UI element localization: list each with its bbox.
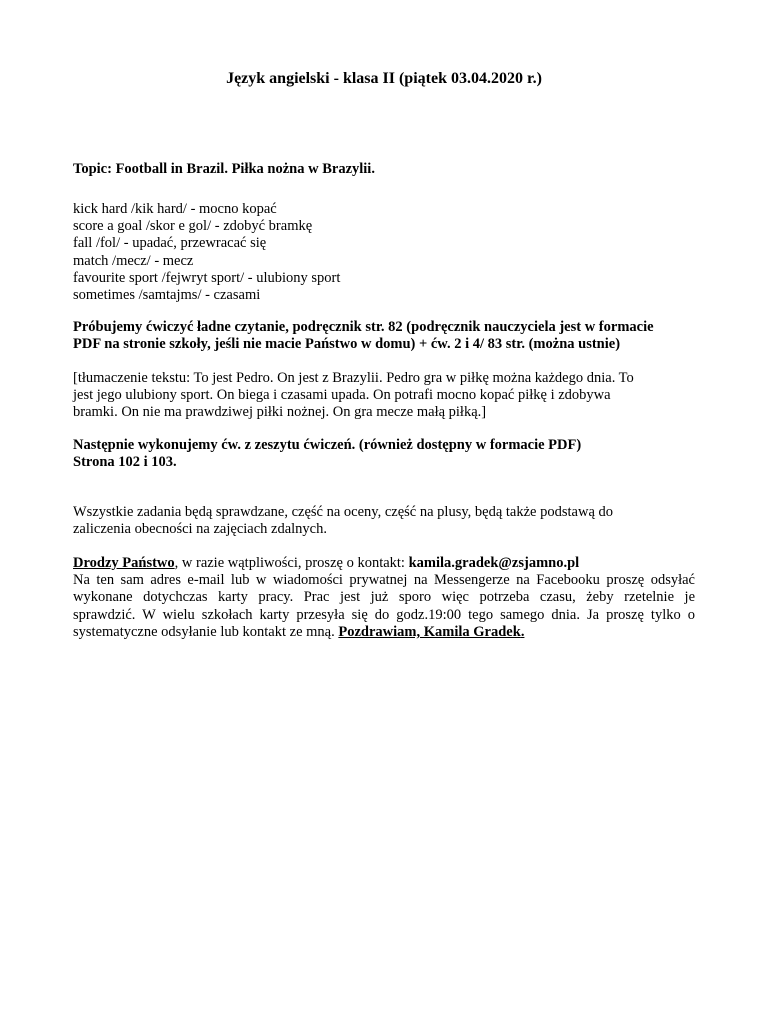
workbook-task	[73, 437, 695, 471]
vocabulary-item: kick hard /kik hard/ - mocno kopać	[73, 201, 277, 217]
contact-closing	[73, 624, 695, 641]
contact-email[interactable]: kamila.gradek@zsjamno.pl	[408, 555, 580, 571]
vocabulary-item: match /mecz/ - mecz	[73, 252, 194, 269]
vocabulary-item: score a goal /skor e gol/ - zdobyć bramkę	[73, 218, 313, 235]
workbook-task-line: Następnie wykonujemy ćw. z zeszytu ćwiczeń. (również dostępny w formacie PDF)	[73, 437, 582, 453]
contact-line: wykonane dotychczas karty pracy. Prac jest już sporo więc potrzeba czasu, żeby rzetelnie je	[73, 589, 695, 606]
vocabulary-item: sometimes /samtajms/ - czasami	[73, 287, 261, 304]
vocabulary-list	[73, 201, 695, 304]
workbook-task-line: Strona 102 i 103.	[73, 454, 177, 471]
reading-task-line: PDF na stronie szkoły, jeśli nie macie Państwo w domu) + ćw. 2 i 4/ 83 str. (można ustnie)	[73, 336, 621, 353]
contact-section	[73, 555, 695, 641]
reading-task	[73, 319, 695, 353]
lesson-topic: Topic: Football in Brazil. Piłka nożna w Brazylii.	[73, 161, 375, 177]
contact-text: , w razie wątpliwości, proszę o kontakt:	[174, 555, 409, 571]
signature-end: .	[520, 623, 525, 640]
document-title: Język angielski - klasa II (piątek 03.04.2020 r.)	[226, 70, 542, 87]
contact-intro	[73, 555, 695, 572]
translation-line: jest jego ulubiony sport. On biega i czasami upada. On potrafi mocno kopać piłkę i zdobywa	[73, 387, 611, 404]
reading-task-line: Próbujemy ćwiczyć ładne czytanie, podręcznik str. 82 (podręcznik nauczyciela jest w formacie	[73, 319, 654, 335]
vocabulary-item: favourite sport /fejwryt sport/ - ulubiony sport	[73, 269, 341, 286]
grading-note-line: zaliczenia obecności na zajęciach zdalnych.	[73, 521, 327, 538]
grading-note-line: Wszystkie zadania będą sprawdzane, część na oceny, część na plusy, będą także podstawą do	[73, 504, 614, 520]
contact-line: sprawdzić. W wielu szkołach karty przesyła się do godz.19:00 tego samego dnia. Ja proszę tylko o	[73, 606, 695, 623]
signature: Pozdrawiam, Kamila Gradek	[338, 623, 521, 640]
greeting: Drodzy Państwo	[73, 555, 175, 571]
translation-line: [tłumaczenie tekstu: To jest Pedro. On jest z Brazylii. Pedro gra w piłkę można każdego dnia. To	[73, 370, 634, 386]
translation-text	[73, 370, 695, 422]
grading-note	[73, 504, 695, 538]
vocabulary-item: fall /fol/ - upadać, przewracać się	[73, 235, 267, 252]
translation-line: bramki. On nie ma prawdziwej piłki nożnej. On gra mecze małą piłką.]	[73, 404, 487, 421]
contact-last-line: systematyczne odsyłanie lub kontakt ze mną.	[73, 623, 339, 640]
contact-line: Na ten sam adres e-mail lub w wiadomości prywatnej na Messengerze na Facebooku proszę odsyłać	[73, 572, 695, 589]
